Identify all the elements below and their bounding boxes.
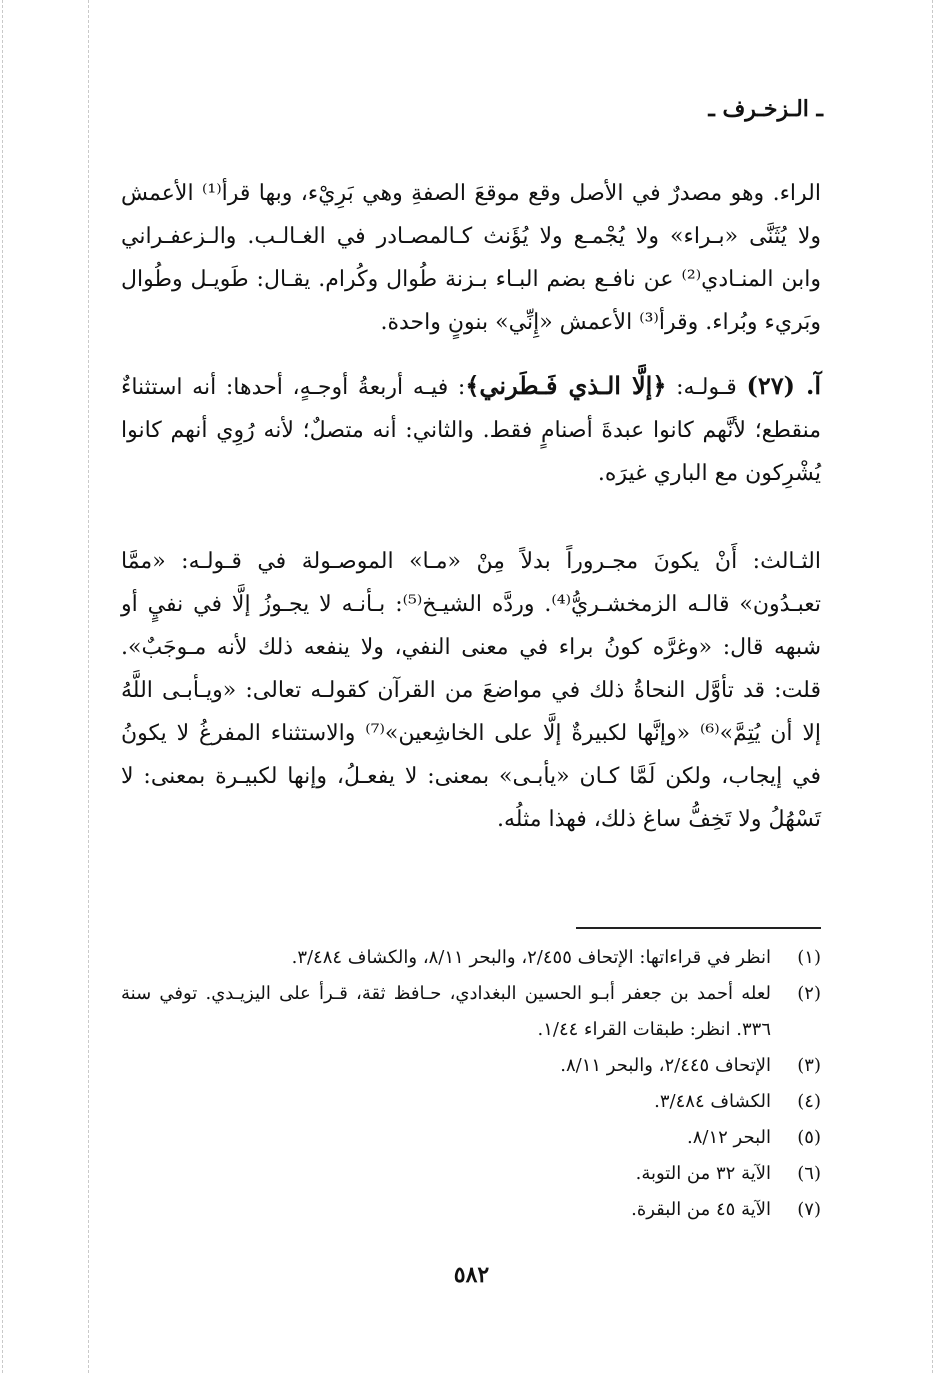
paragraph-1 <box>121 172 821 344</box>
footnote-text: انظر في قراءاتها: الإتحاف ٢/٤٥٥، والبحر ٨/١١، والكشاف ٣/٤٨٤. <box>291 947 771 968</box>
footnote-text: لعله أحمد بن جعفر أبـو الحسين البغدادي، حـافظ ثقة، قـرأ على اليزيـدي. توفي سنة ٣٣٦. انظر: طبقات القراء ١/٤٤. <box>121 983 771 1040</box>
verse-quote: ﴿إلَّا الـذي فَـطَرني﴾ <box>465 371 667 400</box>
footnote-item <box>121 976 821 1048</box>
paragraph-2 <box>121 364 821 495</box>
verse-commentary: : فيـه أربعةُ أوجـهٍ، أحدها: أنه استثناءٌ منقطع؛ لأنَّهم كانوا عبدةَ أصنامٍ فقط. والثاني: أنه متصلٌ؛ لأنه رُوِي أنهم كانوا يُشْرِكون مع الباري غيرَه. <box>121 375 821 486</box>
footnotes-list <box>121 940 821 1228</box>
footnote-separator <box>576 927 821 929</box>
scan-margin-line <box>932 0 933 1373</box>
verse-intro: قـولـه: <box>666 375 747 400</box>
paragraph-1-text: الراء. وهو مصدرٌ في الأصل وقع موقعَ الصفةِ وهي بَرِيْء، وبها قرأ⁽¹⁾ الأعمش ولا يُثَنَّى «بـراء» ولا يُجْمـع ولا يُؤَنث كـالمصـادر في الغـالـب. والـزعفـراني وابن المنـادي⁽²⁾ عن نافـع بضم البـاء بـزنة طُوال وكُرام. يقـال: طَويـل وطُوال وبَريء وبُراء. وقرأ⁽³⁾ الأعمش «إِنِّي» بنونٍ واحدة. <box>121 181 821 335</box>
page-number: ٥٨٢ <box>453 1262 490 1288</box>
scan-margin-line <box>2 0 3 1373</box>
footnote-item <box>121 1120 821 1156</box>
footnote-text: الكشاف ٣/٤٨٤. <box>654 1091 771 1112</box>
footnote-number: (١) <box>797 947 821 968</box>
footnote-item <box>121 1084 821 1120</box>
footnote-number: (٢) <box>797 983 821 1004</box>
footnote-number: (٦) <box>797 1163 821 1184</box>
footnote-number: (٥) <box>797 1127 821 1148</box>
running-header: ـ الـزخـرف ـ <box>708 96 823 122</box>
footnote-text: الآية ٤٥ من البقرة. <box>631 1199 771 1220</box>
footnote-number: (٤) <box>797 1091 821 1112</box>
footnote-text: البحر ٨/١٢. <box>686 1127 771 1148</box>
footnote-number: (٣) <box>797 1055 821 1076</box>
footnote-number: (٧) <box>797 1199 821 1220</box>
footnote-text: الإتحاف ٢/٤٤٥، والبحر ٨/١١. <box>560 1055 771 1076</box>
footnote-item <box>121 1156 821 1192</box>
footnote-text: الآية ٣٢ من التوبة. <box>635 1163 771 1184</box>
verse-number: آ. (٢٧) <box>746 371 822 400</box>
footnote-item <box>121 940 821 976</box>
footnote-item <box>121 1048 821 1084</box>
paragraph-3-text: الثـالث: أَنْ يكونَ مجـروراً بدلاً مِنْ «مـا» الموصـولة في قـولـه: «ممَّا تعبـدُون» قالـه الزمخشـريُّ⁽⁴⁾. وردَّه الشيـخ⁽⁵⁾: بـأنـه لا يجـوزُ إلَّا في نفيٍ أو شبهه قال: «وغرَّه كونُ براء في معنى النفي، ولا ينفعه ذلك لأنه مـوجَبٌ». قلت: قد تأوَّل النحاةُ ذلك في مواضعَ من القرآن كقولـه تعالى: «ويـأبـى اللَّهُ إلا أن يُتِمَّ»⁽⁶⁾ «وإنَّها لكبيرةٌ إلَّا على الخاشِعين»⁽⁷⁾ والاستثناء المفرغُ لا يكونُ في إيجاب، ولكن لَمَّا كـان «يأبـى» بمعنى: لا يفعـلُ، وإنها لكبيـرة بمعنى: لا تَسْهُلُ ولا تَخِفُّ ساغ ذلك، فهذا مثلُه. <box>121 549 822 832</box>
paragraph-2-text <box>121 364 821 495</box>
paragraph-3 <box>121 540 821 841</box>
footnote-item <box>121 1192 821 1228</box>
scan-margin-line <box>88 0 89 1373</box>
